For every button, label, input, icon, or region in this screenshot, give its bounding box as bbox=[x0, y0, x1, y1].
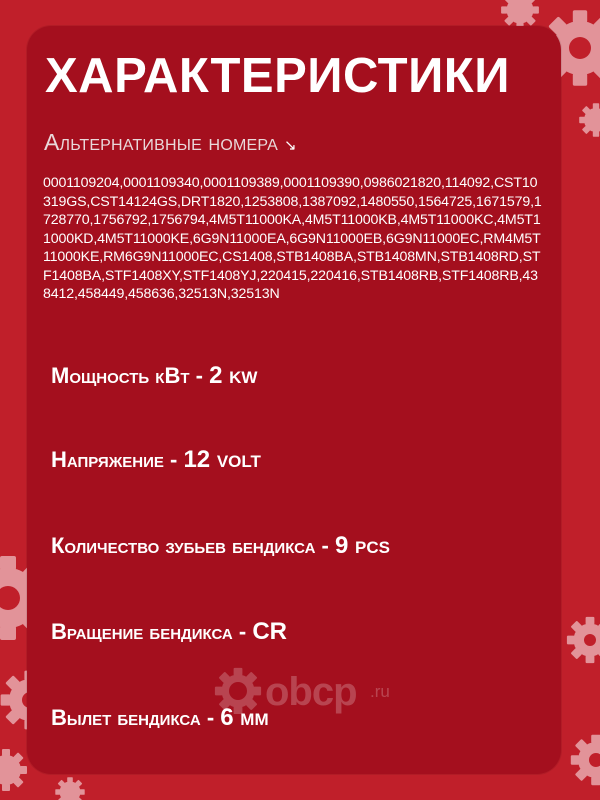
spec-label: Мощность кВт - bbox=[51, 363, 210, 388]
gear-icon bbox=[579, 103, 600, 137]
watermark-gear-icon bbox=[213, 664, 263, 714]
watermark-suffix: .ru bbox=[370, 682, 390, 701]
spec-value: 9 pcs bbox=[335, 532, 390, 559]
spec-teeth-count bbox=[51, 531, 390, 561]
alt-numbers-label: Альтернативные номера bbox=[44, 129, 279, 155]
spec-value: CR bbox=[252, 618, 287, 645]
spec-rotation bbox=[51, 617, 287, 647]
spec-voltage bbox=[51, 445, 261, 475]
gear-icon bbox=[501, 0, 539, 29]
spec-label: Напряжение - bbox=[51, 447, 184, 472]
gear-icon bbox=[55, 777, 84, 800]
spec-value: 2 kw bbox=[209, 362, 258, 389]
spec-label: Вылет бендикса - bbox=[51, 705, 221, 730]
watermark-logo bbox=[213, 664, 433, 724]
spec-value: 12 volt bbox=[183, 446, 261, 473]
page-title: ХАРАКТЕРИСТИКИ bbox=[45, 49, 510, 103]
spec-label: Количество зубьев бендикса - bbox=[51, 533, 335, 558]
watermark-text: obcp bbox=[265, 670, 357, 714]
spec-power bbox=[51, 361, 257, 391]
gear-icon bbox=[0, 749, 27, 791]
spec-value: 6 мм bbox=[220, 704, 269, 731]
arrow-down-right-icon: ↘ bbox=[284, 137, 297, 154]
characteristics-card bbox=[27, 26, 561, 774]
alt-numbers-list: 0001109204,0001109340,0001109389,0001109390,0986021820,114092,CST10319GS,CST14124GS,DRT1820,1253808,1387092,1480550,1564725,1671579,1728770,1756792,1756794,4M5T11000KA,4M5T11000KB,4M5T11000KC,4M5T11000KD,4M5T11000KE,6G9N11000EA,6G9N11000EB,6G9N11000EC,RM4M5T11000KE,RM6G9N11000EC,CS1408,STB1408BA,STB1408MN,STB1408RD,STF1408BA,STF1408XY,STF1408YJ,220415,220416,STB1408RB,STF1408RB,438412,458449,458636,32513N,32513N bbox=[43, 175, 542, 302]
alt-numbers-heading bbox=[44, 127, 297, 161]
spec-label: Вращение бендикса - bbox=[51, 619, 253, 644]
